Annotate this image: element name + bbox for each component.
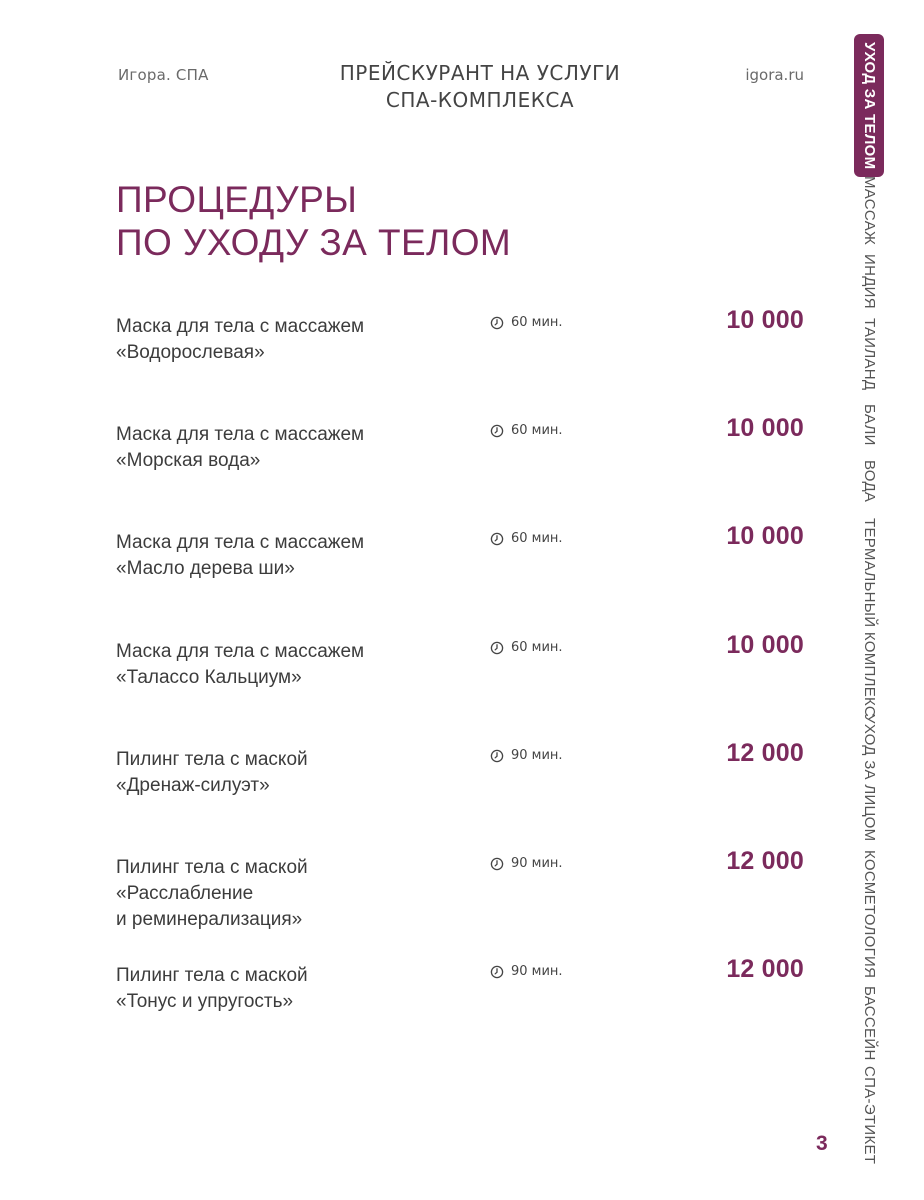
service-price: 12 000: [726, 847, 804, 875]
nav-tab-thermal-complex[interactable]: ТЕРМАЛЬНЫЙ КОМПЛЕКС: [861, 518, 878, 718]
document-title-line1: ПРЕЙСКУРАНТ НА УСЛУГИ: [339, 61, 621, 85]
nav-tab-water[interactable]: ВОДА: [861, 460, 878, 503]
service-name-line: «Водорослевая»: [116, 342, 265, 363]
service-price: 12 000: [726, 955, 804, 983]
service-row: [0, 414, 820, 522]
nav-tab-face-care[interactable]: УХОД ЗА ЛИЦОМ: [861, 714, 878, 842]
service-name-line: Пилинг тела с маской: [116, 965, 308, 986]
service-price: 12 000: [726, 739, 804, 767]
nav-tab-pool[interactable]: БАССЕЙН: [861, 986, 878, 1061]
service-name: [116, 747, 456, 799]
clock-icon: [490, 857, 504, 871]
service-name-line: «Талассо Кальциум»: [116, 667, 302, 688]
service-name: [116, 314, 456, 366]
service-price: 10 000: [726, 414, 804, 442]
service-duration-text: 90 мин.: [511, 964, 563, 979]
service-name: [116, 855, 456, 933]
clock-icon: [490, 965, 504, 979]
service-duration: [490, 531, 563, 546]
side-navigation: [854, 34, 884, 1164]
service-row: [0, 306, 820, 414]
service-row: [0, 847, 820, 955]
service-duration: [490, 423, 563, 438]
service-name-line: Маска для тела с массажем: [116, 641, 365, 662]
service-name-line: «Морская вода»: [116, 450, 261, 471]
clock-icon: [490, 316, 504, 330]
nav-tab-spa-etiquette[interactable]: СПА-ЭТИКЕТ: [861, 1066, 878, 1165]
nav-tab-bali[interactable]: БАЛИ: [861, 404, 878, 446]
service-duration-text: 60 мин.: [511, 315, 563, 330]
service-name-line: Пилинг тела с маской: [116, 749, 308, 770]
brand-name: Игора. СПА: [118, 66, 209, 84]
service-price: 10 000: [726, 306, 804, 334]
service-name-line: «Масло дерева ши»: [116, 558, 295, 579]
service-price: 10 000: [726, 522, 804, 550]
service-name-line: Пилинг тела с маской: [116, 857, 308, 878]
nav-tab-india[interactable]: ИНДИЯ: [861, 254, 878, 309]
service-name: [116, 639, 456, 691]
service-duration-text: 90 мин.: [511, 748, 563, 763]
section-title-line2: ПО УХОДУ ЗА ТЕЛОМ: [116, 222, 512, 263]
service-duration: [490, 315, 563, 330]
service-name: [116, 530, 456, 582]
document-title-line2: СПА-КОМПЛЕКСА: [385, 88, 575, 112]
service-name-line: Маска для тела с массажем: [116, 316, 365, 337]
service-duration-text: 90 мин.: [511, 856, 563, 871]
website-link[interactable]: igora.ru: [745, 66, 804, 84]
service-name-line: Маска для тела с массажем: [116, 532, 365, 553]
nav-tab-thailand[interactable]: ТАИЛАНД: [861, 318, 878, 391]
service-name-line: «Тонус и упругость»: [116, 991, 294, 1012]
section-title-line1: ПРОЦЕДУРЫ: [116, 179, 358, 220]
service-duration: [490, 748, 563, 763]
service-name-line: и реминерализация»: [116, 909, 303, 930]
service-price: 10 000: [726, 631, 804, 659]
service-name-line: Маска для тела с массажем: [116, 424, 365, 445]
page-number: 3: [816, 1132, 828, 1155]
nav-tab-cosmetology[interactable]: КОСМЕТОЛОГИЯ: [861, 850, 878, 979]
service-name-line: «Расслабление: [116, 883, 254, 904]
service-duration: [490, 640, 563, 655]
service-duration-text: 60 мин.: [511, 423, 563, 438]
service-row: [0, 739, 820, 847]
nav-tab-massage[interactable]: МАССАЖ: [861, 176, 878, 246]
service-row: [0, 522, 820, 630]
service-name: [116, 963, 456, 1015]
service-row: [0, 955, 820, 1063]
service-name-line: «Дренаж-силуэт»: [116, 775, 270, 796]
service-duration-text: 60 мин.: [511, 640, 563, 655]
nav-tab-body-care[interactable]: УХОД ЗА ТЕЛОМ: [854, 34, 884, 177]
clock-icon: [490, 749, 504, 763]
service-row: [0, 631, 820, 739]
service-duration-text: 60 мин.: [511, 531, 563, 546]
service-duration: [490, 964, 563, 979]
service-name: [116, 422, 456, 474]
clock-icon: [490, 532, 504, 546]
clock-icon: [490, 641, 504, 655]
service-duration: [490, 856, 563, 871]
clock-icon: [490, 424, 504, 438]
